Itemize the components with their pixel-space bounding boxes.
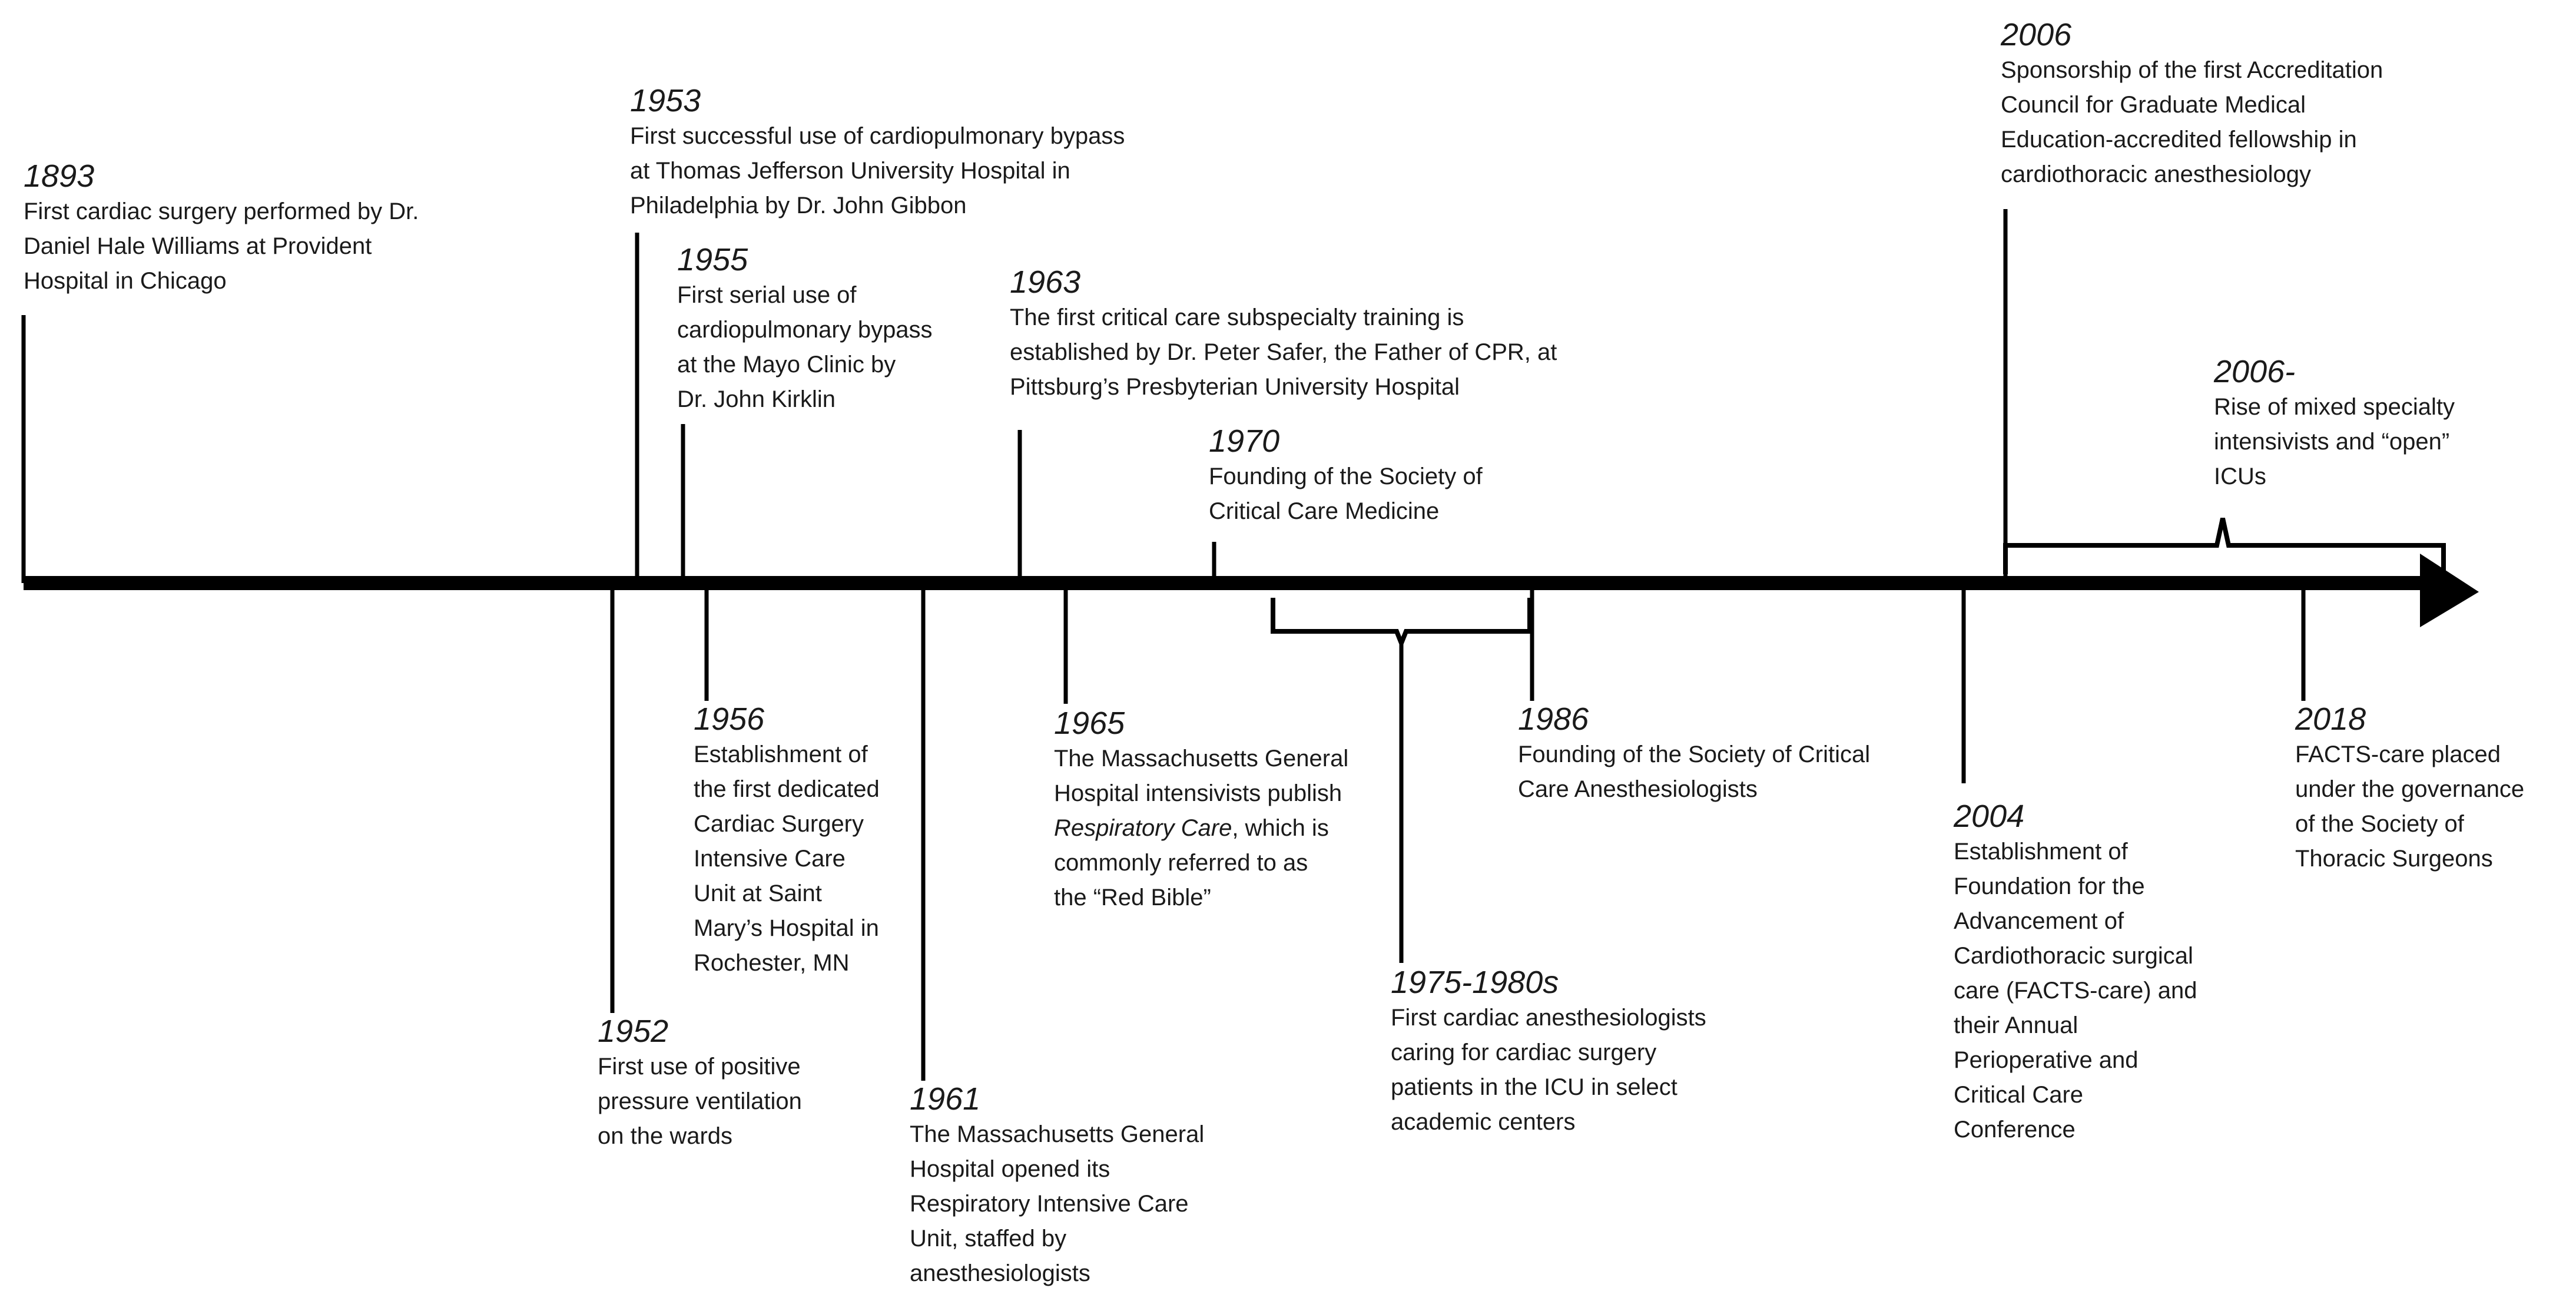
line-remainder: , which is [1232,815,1329,841]
event-1953 [630,82,1125,223]
event-description-line: care (FACTS-care) and [1954,978,2197,1004]
event-description [2214,390,2455,494]
event-description-line: Hospital intensivists publish [1054,780,1342,806]
event-description [1054,741,1348,915]
event-description-line: caring for cardiac surgery [1391,1039,1657,1065]
event-description-line: cardiothoracic anesthesiology [2001,161,2311,187]
event-2018 [2295,701,2524,876]
event-description-line: Education-accredited fellowship in [2001,127,2357,153]
event-2006-onward [2214,353,2455,494]
event-2004 [1954,798,2197,1147]
event-description-line: Advancement of [1954,908,2124,934]
event-description [2001,53,2383,192]
event-description [1518,737,1870,807]
event-description-line: Care Anesthesiologists [1518,776,1758,802]
brace-1975-1980s [1273,598,1530,643]
event-description-line: the “Red Bible” [1054,885,1211,911]
event-description-line: First use of positive [598,1054,801,1080]
event-description-line: First successful use of cardiopulmonary bypass [630,123,1125,149]
event-year: 2006- [2214,354,2296,389]
event-description [630,119,1125,223]
event-description-line: of the Society of [2295,811,2464,837]
event-description-line: Pittsburg’s Presbyterian University Hospital [1010,374,1460,400]
event-description-line: at the Mayo Clinic by [677,352,896,378]
event-1986 [1518,701,1870,807]
event-description-line: ICUs [2214,464,2266,489]
event-year: 1961 [910,1081,981,1117]
event-description-line: Perioperative and [1954,1047,2139,1073]
event-description-line: academic centers [1391,1109,1576,1135]
event-description-line: First cardiac anesthesiologists [1391,1005,1706,1031]
event-description-line: anesthesiologists [910,1260,1090,1286]
event-description-line: Council for Graduate Medical [2001,92,2306,118]
event-year: 1963 [1010,264,1081,300]
event-description-line: intensivists and “open” [2214,429,2450,455]
event-description-line: Daniel Hale Williams at Provident [24,233,372,259]
event-year: 1953 [630,83,701,118]
event-description-line: Critical Care [1954,1082,2084,1108]
event-1970 [1209,423,1483,529]
event-year: 2006 [2001,17,2072,52]
event-description-line: Foundation for the [1954,873,2145,899]
event-description-line: commonly referred to as [1054,850,1308,876]
event-1963 [1010,264,1557,405]
event-year: 1965 [1054,706,1125,741]
event-1955 [677,241,933,417]
event-description-line: Respiratory Intensive Care [910,1191,1189,1217]
event-description-line: at Thomas Jefferson University Hospital in [630,158,1070,184]
event-description-line: Intensive Care [694,846,846,872]
timeline-arrowhead [2420,554,2479,627]
event-year: 1986 [1518,701,1589,737]
event-description-line: Rise of mixed specialty [2214,394,2455,420]
event-1952 [598,1013,802,1154]
event-description-line: Founding of the Society of Critical [1518,741,1871,767]
event-1975-1980s [1391,964,1706,1140]
event-description-line: Hospital in Chicago [24,268,227,294]
event-description-line: FACTS-care placed [2295,741,2501,767]
event-description [2295,737,2524,876]
event-description-line: First serial use of [677,282,857,308]
event-description-line: First cardiac surgery performed by Dr. [24,198,419,224]
brace-2006-onward [2005,518,2444,574]
event-description-line: The Massachusetts General [1054,746,1349,772]
event-1893 [24,158,419,299]
event-description-line: Sponsorship of the first Accreditation [2001,57,2383,83]
event-description [1391,1001,1706,1140]
event-description-line: Establishment of [694,741,868,767]
event-description-line: Conference [1954,1117,2076,1143]
event-year: 1955 [677,242,748,277]
event-year: 1952 [598,1014,669,1049]
event-description-line: Thoracic Surgeons [2295,846,2493,872]
event-description-line: Rochester, MN [694,950,850,976]
event-description-line: Unit at Saint [694,880,822,906]
event-description-line: Hospital opened its [910,1156,1110,1182]
event-description-line: Mary’s Hospital in [694,915,879,941]
event-description-line: The first critical care subspecialty training is [1010,304,1464,330]
event-description-line [1054,811,1348,846]
event-description-line: Critical Care Medicine [1209,498,1440,524]
event-description [1010,300,1557,405]
event-description-line: Unit, staffed by [910,1226,1067,1252]
event-year: 1970 [1209,423,1280,459]
event-description [910,1117,1204,1291]
event-year: 1975-1980s [1391,965,1559,1000]
event-description-line: Establishment of [1954,839,2128,865]
event-2006 [2001,16,2383,192]
event-description-line: cardiopulmonary bypass [677,317,933,343]
event-description [598,1050,802,1154]
event-description-line: The Massachusetts General [910,1121,1205,1147]
event-1961 [910,1081,1204,1291]
event-description [24,194,419,299]
event-description [1209,459,1483,529]
event-description-line: their Annual [1954,1012,2078,1038]
event-year: 2018 [2295,701,2366,737]
event-description-line: under the governance [2295,776,2525,802]
event-description [694,737,880,981]
event-year: 1956 [694,701,765,737]
event-year: 2004 [1954,799,2025,834]
event-description-line: Philadelphia by Dr. John Gibbon [630,193,967,218]
event-1956 [694,701,880,981]
event-description-line: on the wards [598,1123,733,1149]
event-description-line: Dr. John Kirklin [677,386,836,412]
italic-book-title: Respiratory Care [1054,815,1232,841]
event-description-line: Cardiothoracic surgical [1954,943,2193,969]
event-description [677,278,933,417]
event-year: 1893 [24,158,95,194]
event-1965 [1054,705,1348,915]
event-description-line: patients in the ICU in select [1391,1074,1677,1100]
event-description-line: pressure ventilation [598,1088,802,1114]
event-description-line: Founding of the Society of [1209,464,1483,489]
event-description [1954,835,2197,1147]
event-description-line: Cardiac Surgery [694,811,864,837]
event-description-line: established by Dr. Peter Safer, the Father of CPR, at [1010,339,1557,365]
event-description-line: the first dedicated [694,776,880,802]
